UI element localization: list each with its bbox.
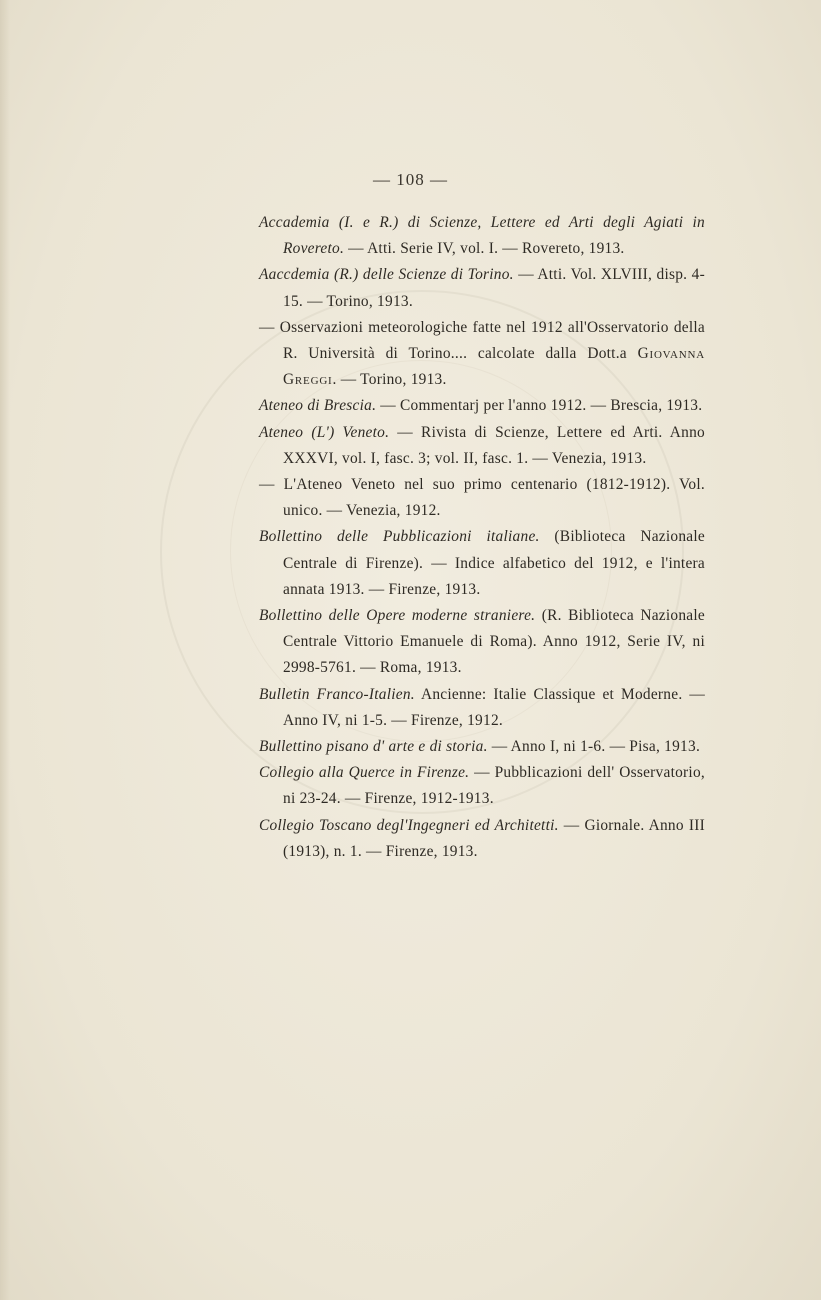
entry-text: — Atti. Vol. XLVIII, disp. 4-15. — Torino, 1913. xyxy=(283,266,706,310)
entry-title: Aaccdemia (R.) delle Scienze di Torino. xyxy=(259,266,514,284)
entry-text: (R. Biblioteca Nazionale Centrale Vittorio Emanuele di Roma). Anno 1912, Serie IV, ni 2998-5761. — Roma, 1913. xyxy=(283,607,705,677)
page-binding-edge xyxy=(0,0,10,1300)
entry-text: — Rivista di Scienze, Lettere ed Arti. Anno XXXVI, vol. I, fasc. 3; vol. II, fasc. 1. — Venezia, 1913. xyxy=(283,423,705,467)
entry-text: — Commentarj per l'anno 1912. — Brescia, 1913. xyxy=(376,397,703,415)
entry-title: Bullettino pisano d' arte e di storia. xyxy=(259,738,488,756)
entry-title: Accademia (I. e R.) di Scienze, Lettere ed Arti degli Agiati in Rovereto. xyxy=(259,214,705,258)
entry-title: Ateneo (L') Veneto. xyxy=(259,423,390,441)
bibliography-entry xyxy=(259,524,705,603)
entry-title: Bollettino delle Pubblicazioni italiane. xyxy=(259,528,540,546)
bibliography-list xyxy=(259,210,705,865)
bibliography-entry xyxy=(259,393,705,419)
bibliography-entry xyxy=(259,315,705,394)
bibliography-entry xyxy=(259,682,705,734)
entry-text: Ancienne: Italie Classique et Moderne. — Anno IV, ni 1-5. — Firenze, 1912. xyxy=(283,685,705,729)
entry-title: Bulletin Franco-Italien. xyxy=(259,685,415,703)
bibliography-entry xyxy=(259,210,705,262)
entry-text-after: . — Torino, 1913. xyxy=(332,371,447,389)
entry-text: — Anno I, ni 1-6. — Pisa, 1913. xyxy=(487,738,701,756)
entry-text: — Giornale. Anno III (1913), n. 1. — Firenze, 1913. xyxy=(283,816,705,860)
entry-text: (Biblioteca Nazionale Centrale di Firenze). — Indice alfabetico del 1912, e l'intera annata 1913. — Firenze, 1913. xyxy=(283,528,705,598)
page-number: — 108 — xyxy=(373,170,448,189)
bibliography-entry xyxy=(259,472,705,524)
entry-title: Bollettino delle Opere moderne straniere. xyxy=(259,607,536,625)
bibliography-entry xyxy=(259,262,705,314)
author-name: Giovanna Greggi xyxy=(283,345,705,389)
entry-text: — Osservazioni meteorologiche fatte nel 1912 all'Osservatorio della R. Università di Torino.... calcolate dalla Dott.a xyxy=(259,318,705,363)
bibliography-entry xyxy=(259,760,705,812)
bibliography-entry xyxy=(259,734,705,760)
entry-text: — L'Ateneo Veneto nel suo primo centenario (1812-1912). Vol. unico. — Venezia, 1912. xyxy=(259,476,705,520)
bibliography-entry xyxy=(259,813,705,865)
entry-text: — Pubblicazioni dell' Osservatorio, ni 23-24. — Firenze, 1912-1913. xyxy=(283,764,705,808)
bibliography-entry xyxy=(259,603,705,682)
entry-title: Ateneo di Brescia. xyxy=(259,397,377,415)
entry-text: — Atti. Serie IV, vol. I. — Rovereto, 1913. xyxy=(344,240,625,258)
bibliography-entry xyxy=(259,420,705,472)
entry-title: Collegio Toscano degl'Ingegneri ed Architetti. xyxy=(259,816,559,834)
entry-title: Collegio alla Querce in Firenze. xyxy=(259,764,470,782)
